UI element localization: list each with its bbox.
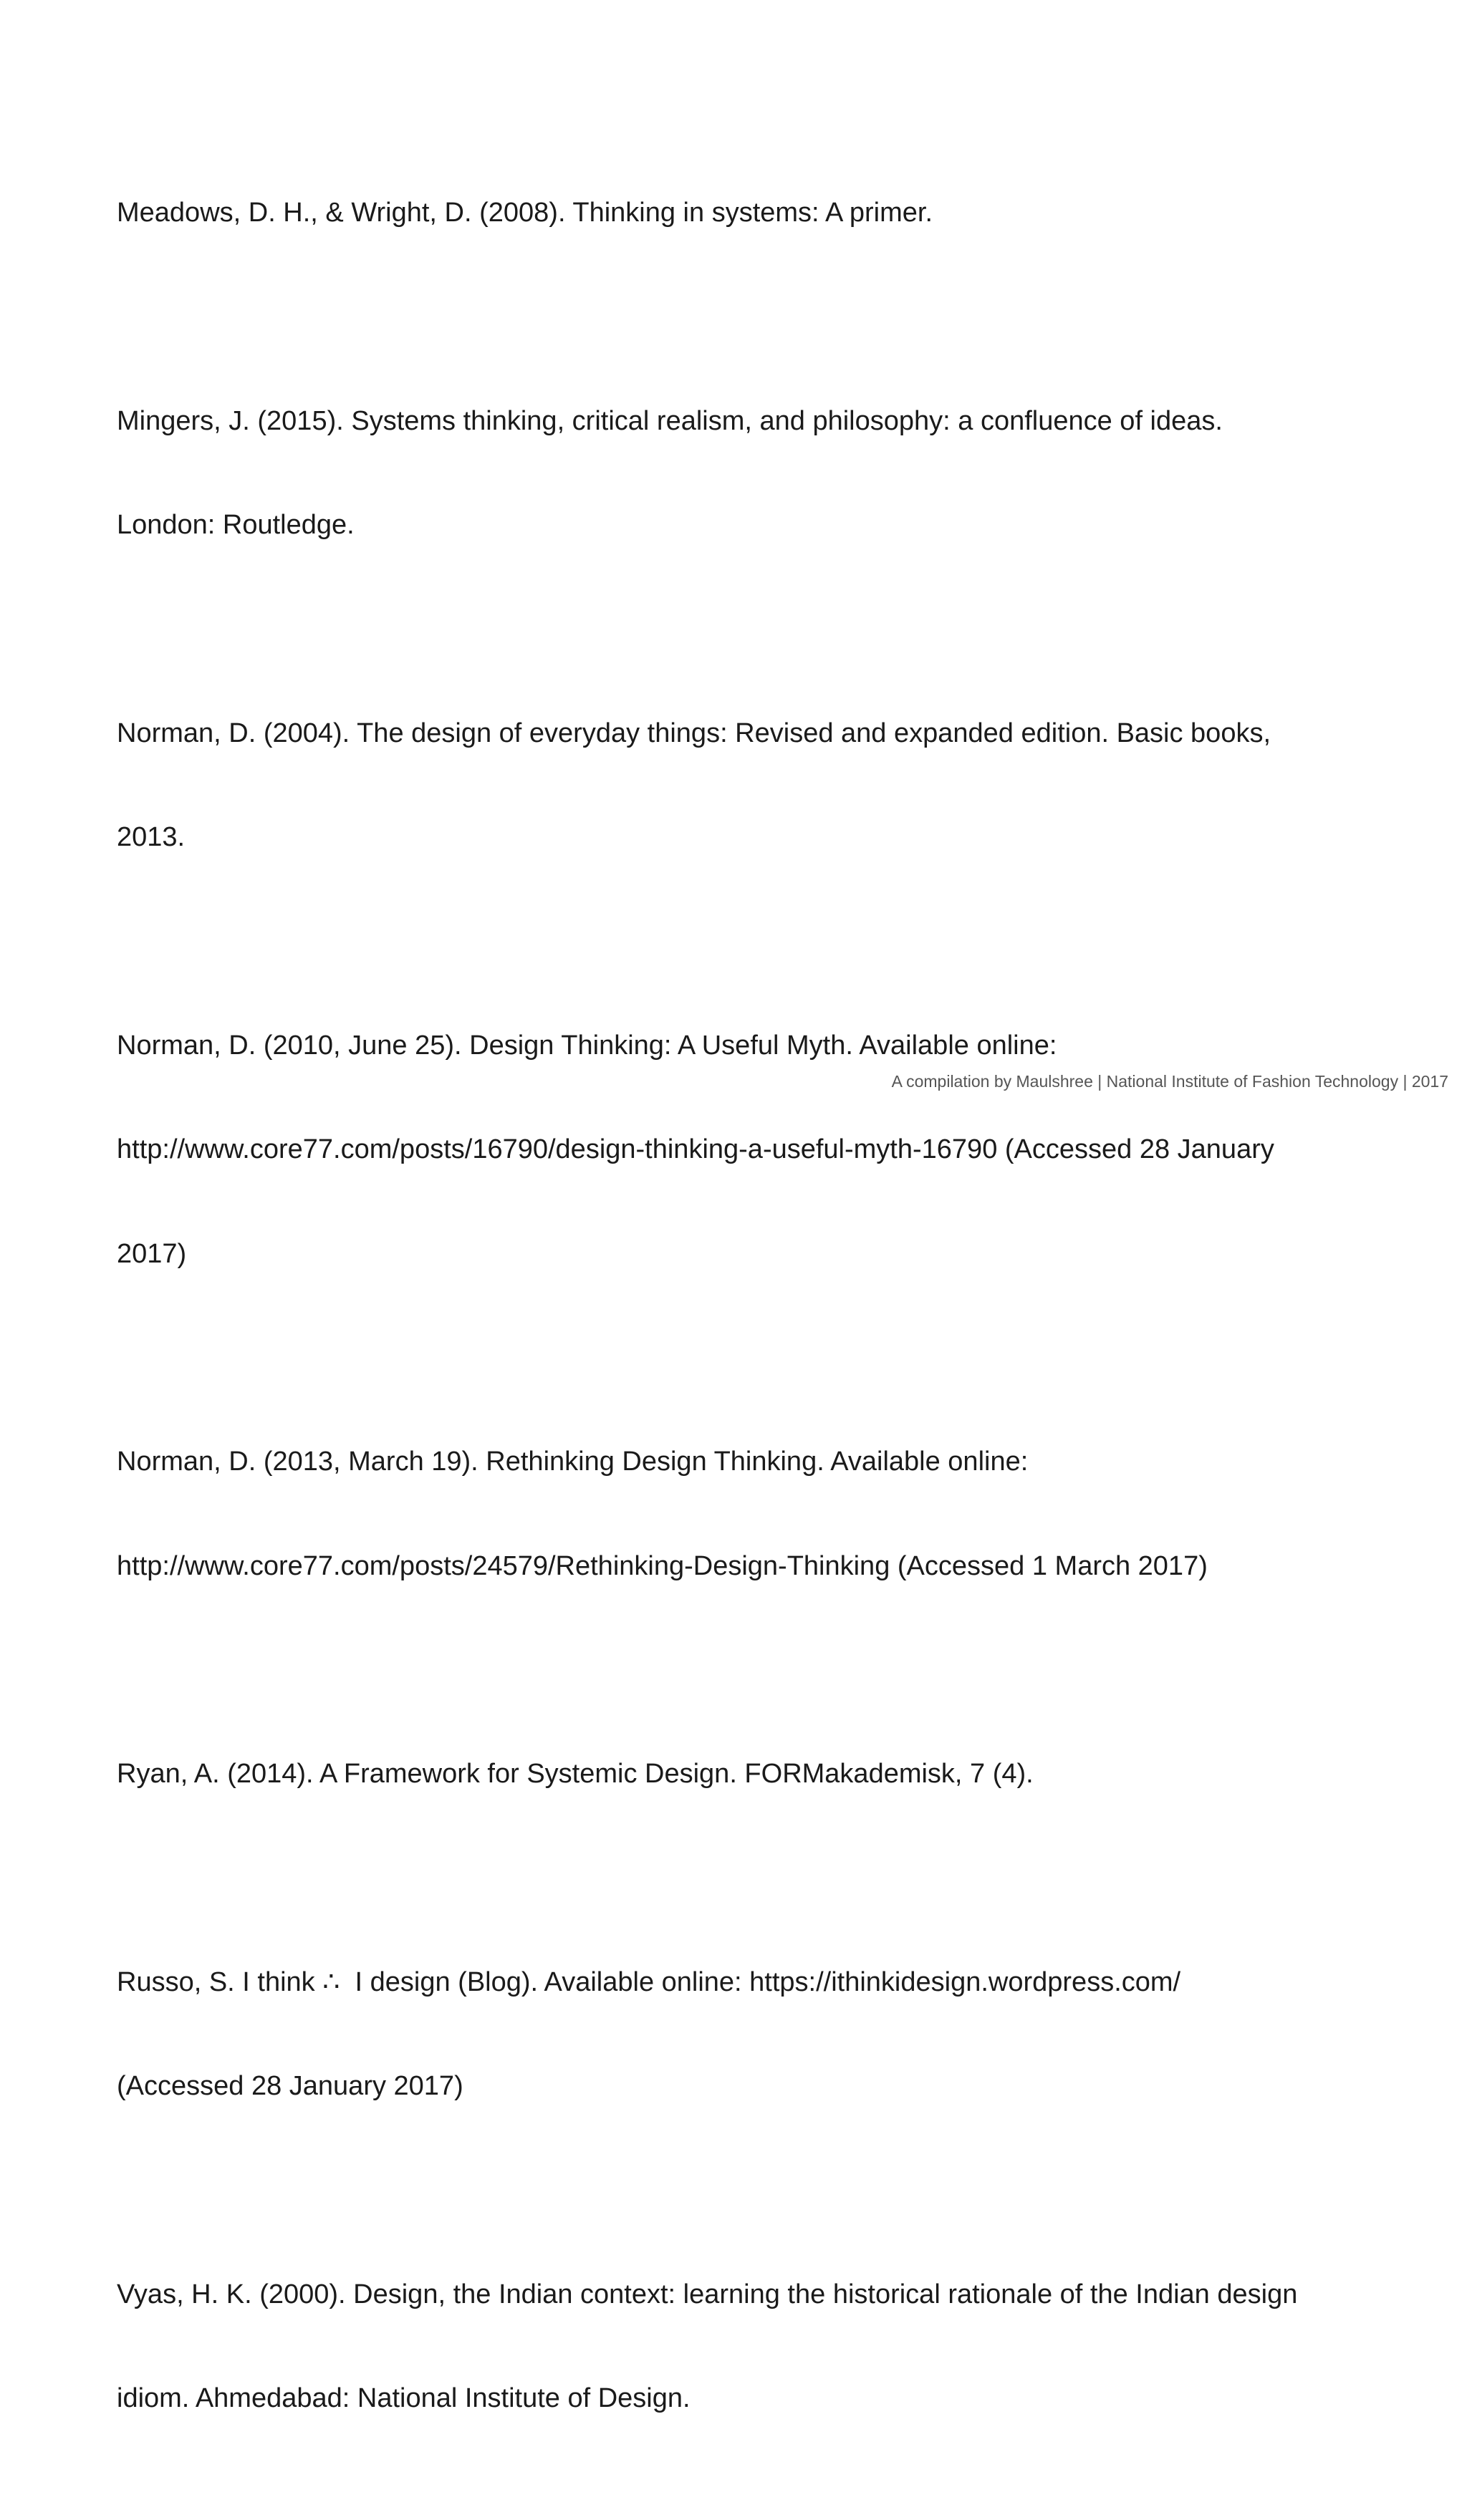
reference-line: (Accessed 28 January 2017) (117, 2071, 463, 2101)
reference-list (117, 126, 1377, 2520)
reference-line: Norman, D. (2013, March 19). Rethinking Design Thinking. Available online: (117, 1447, 1029, 1477)
reference-line: http://www.core77.com/posts/16790/design-thinking-a-useful-myth-16790 (Accessed 28 January (117, 1134, 1274, 1164)
reference-line: Norman, D. (2010, June 25). Design Thinking: A Useful Myth. Available online: (117, 1030, 1057, 1061)
reference-line: 2013. (117, 822, 186, 852)
reference-line: Vyas, H. K. (2000). Design, the Indian context: learning the historical rationale of the Indian design (117, 2279, 1298, 2309)
reference-line: Mingers, J. (2015). Systems thinking, critical realism, and philosophy: a confluence of ideas. (117, 405, 1223, 436)
reference-line: Meadows, D. H., & Wright, D. (2008). Thinking in systems: A primer. (117, 198, 933, 228)
reference-entry (117, 1896, 1377, 2173)
reference-line: Norman, D. (2004). The design of everyday things: Revised and expanded edition. Basic books, (117, 718, 1271, 748)
reference-line: Ryan, A. (2014). A Framework for Systemic Design. FORMakademisk, 7 (4). (117, 1759, 1034, 1789)
reference-entry (117, 1687, 1377, 1861)
reference-line: Russo, S. I think ∴ I design (Blog). Available online: https://ithinkidesign.wordpress.com/ (117, 1966, 1181, 1997)
reference-entry (117, 647, 1377, 925)
reference-entry (117, 959, 1377, 1341)
reference-line: London: Routledge. (117, 510, 355, 540)
reference-entry (117, 334, 1377, 612)
reference-entry (117, 126, 1377, 300)
page-footer: A compilation by Maulshree | National Institute of Fashion Technology | 2017 (891, 1072, 1448, 1091)
reference-line: http://www.core77.com/posts/24579/Rethinking-Design-Thinking (Accessed 1 March 2017) (117, 1550, 1208, 1581)
reference-line: idiom. Ahmedabad: National Institute of Design. (117, 2383, 691, 2413)
reference-line: 2017) (117, 1238, 187, 1269)
reference-entry (117, 2208, 1377, 2486)
reference-entry (117, 1375, 1377, 1653)
